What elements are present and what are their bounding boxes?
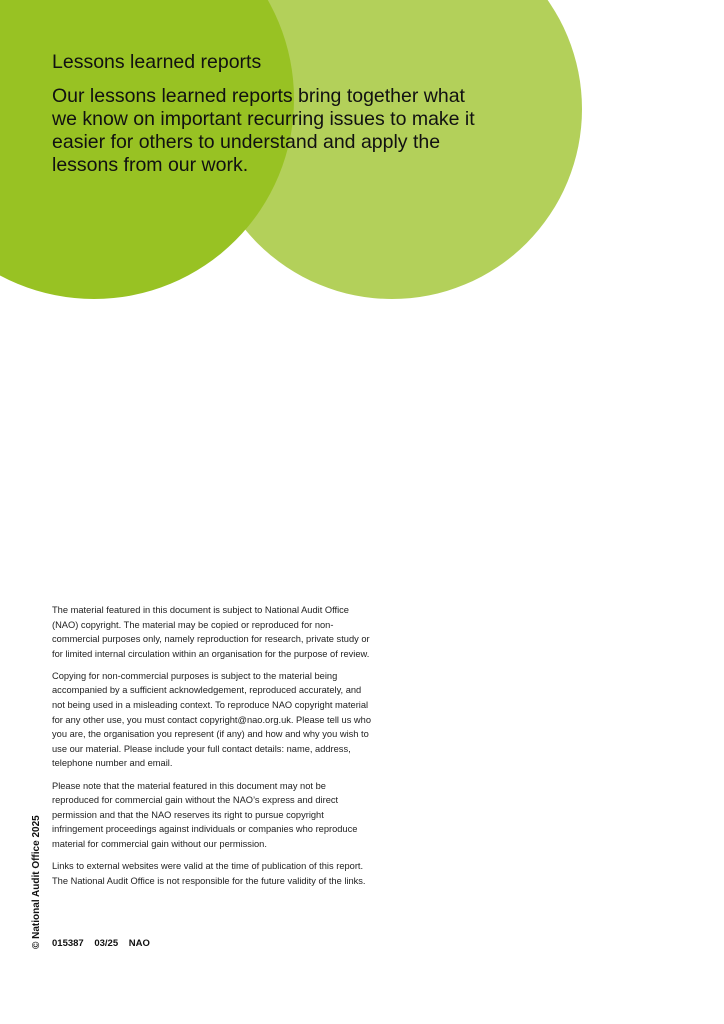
copyright-vertical: © National Audit Office 2025 — [31, 815, 42, 949]
publication-code: 015387 — [52, 938, 84, 949]
hero-section — [52, 50, 492, 177]
legal-paragraph-copying: Copying for non-commercial purposes is subject to the material being accompanied by a sufficient acknowledgement, reproduced accurately, and not being used in a misleading context. To reproduce NAO copyright material for any other use, you must contact copyright@nao.org.uk. Please tell us who you are, the organisation you represent (if any) and how and why you wish to use our material. Please include your full contact details: name, address, telephone number and email. — [52, 670, 371, 769]
legal-paragraph-copyright: The material featured in this document is subject to National Audit Office (NAO) copyright. The material may be copied or reproduced for non-commercial purposes only, namely reproduction for research, private study or for limited internal circulation within an organisation for the purpose of review. — [52, 605, 370, 659]
hero-title: Lessons learned reports — [52, 51, 262, 73]
publication-date: 03/25 — [94, 938, 119, 949]
legal-paragraph-commercial: Please note that the material featured in this document may not be reproduced for commercial gain without the NAO’s express and direct permission and that the NAO reserves its right to pursue copyright infringement proceedings against individuals or companies who reproduce material for commercial gain without our permission. — [52, 780, 358, 849]
legal-notice — [52, 603, 372, 896]
hero-text: Our lessons learned reports bring together what we know on important recurring issues to make it easier for others to understand and apply the lessons from our work. — [52, 85, 475, 176]
legal-paragraph-links: Links to external websites were valid at the time of publication of this report. The National Audit Office is not responsible for the future validity of the links. — [52, 861, 366, 886]
publication-code-line — [52, 938, 158, 949]
publication-org: NAO — [128, 938, 150, 949]
